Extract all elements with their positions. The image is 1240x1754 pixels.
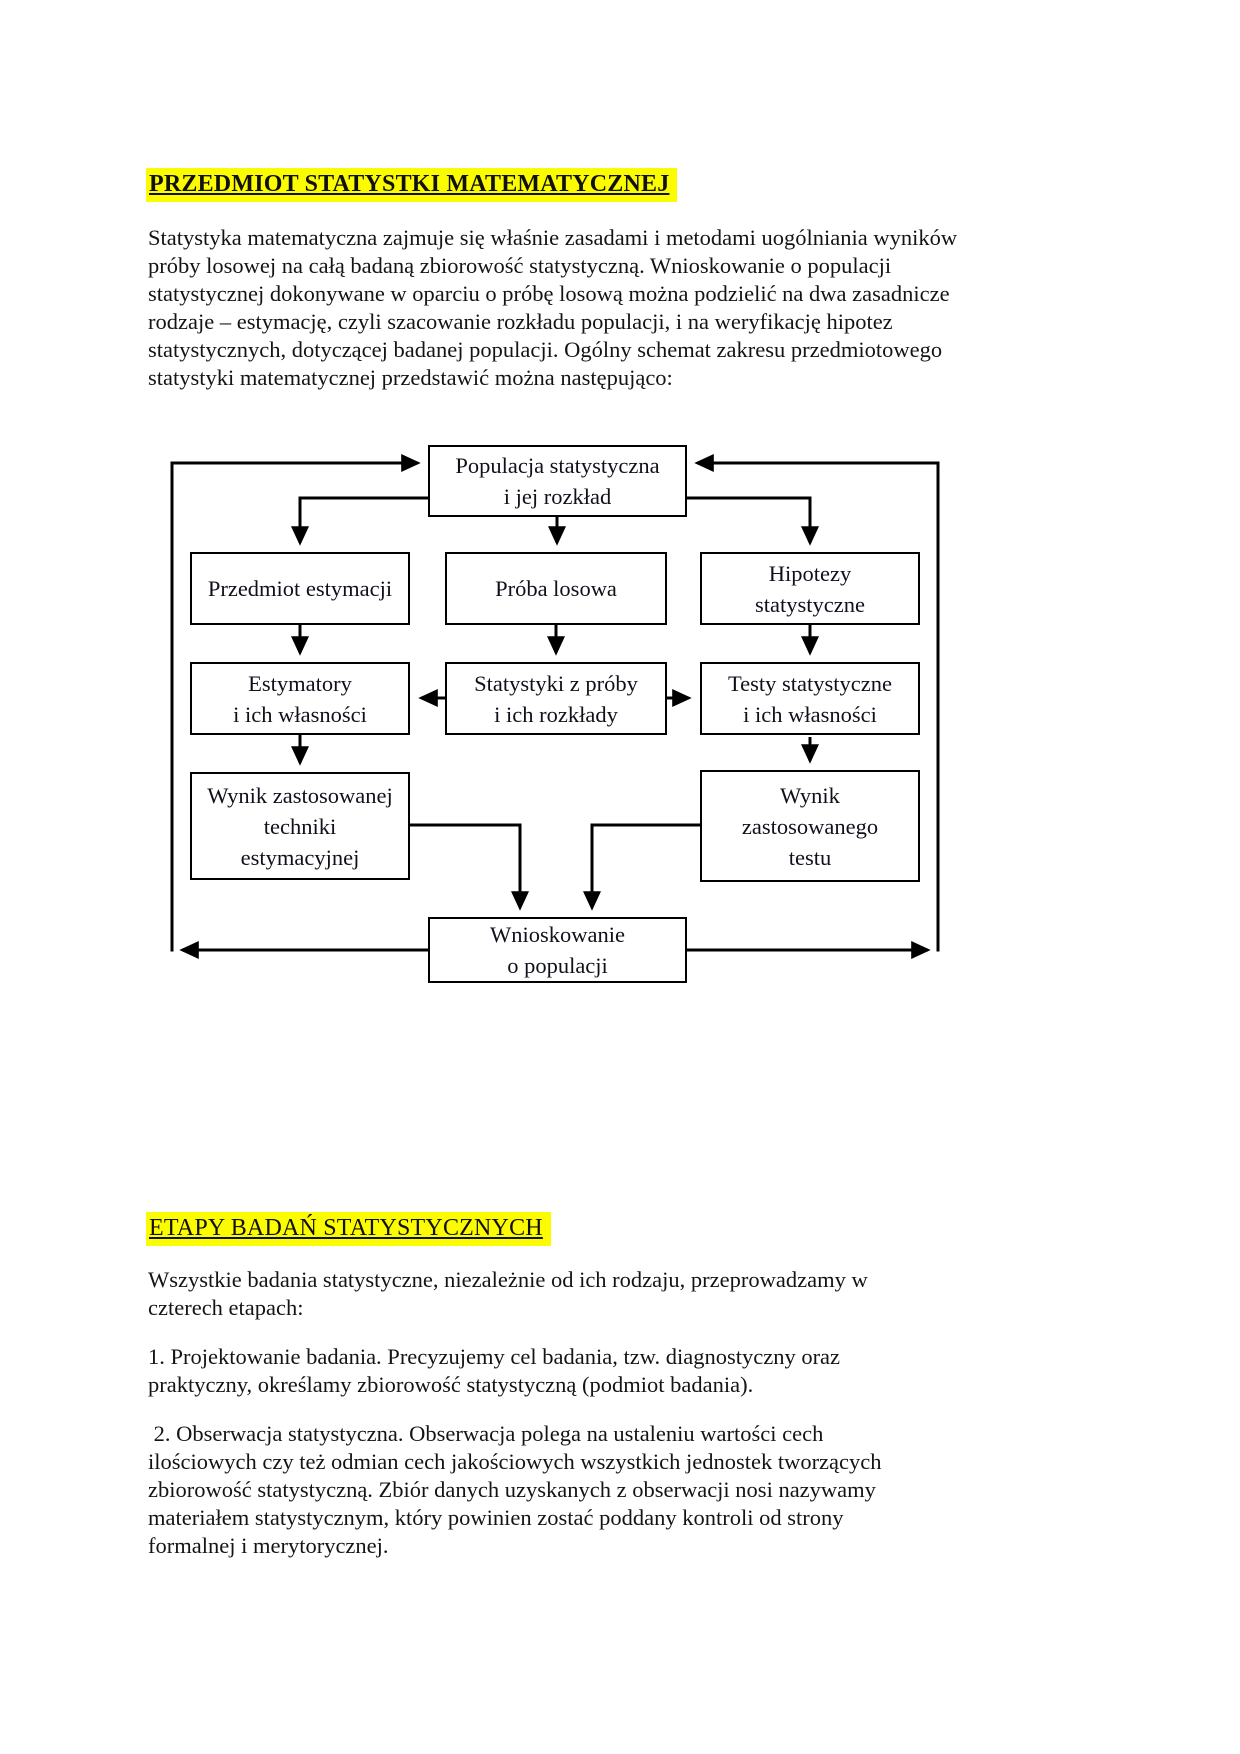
diagram-node-przedmiot-estymacji xyxy=(190,552,410,625)
node-label-line: Wynik xyxy=(780,782,840,808)
text-line: praktyczny, określamy zbiorowość statystyczną (podmiot badania). xyxy=(148,1372,754,1397)
node-label-line: i ich rozkłady xyxy=(494,701,618,727)
node-label-line: techniki xyxy=(263,813,337,839)
section2-heading: ETAPY BADAŃ STATYSTYCZNYCH xyxy=(146,1212,551,1246)
section2-item2 xyxy=(148,1420,882,1560)
text-line: 2. Obserwacja statystyczna. Obserwacja polega na ustaleniu wartości cech xyxy=(148,1421,824,1446)
diagram-node-wnioskowanie xyxy=(428,917,687,983)
node-label-line: estymacyjnej xyxy=(240,844,360,870)
diagram-node-estymatory xyxy=(190,662,410,735)
node-label-line: Wnioskowanie xyxy=(490,922,625,947)
section2-item1 xyxy=(148,1343,840,1399)
diagram-node-testy-statystyczne xyxy=(700,662,920,735)
node-label-line: zastosowanego xyxy=(741,813,879,839)
text-line: ilościowych czy też odmian cech jakościowych wszystkich jednostek tworzących xyxy=(148,1449,882,1474)
text-line: statystycznej dokonywane w oparciu o próbę losową można podzielić na dwa zasadnicze xyxy=(148,281,950,306)
section2-intro xyxy=(148,1266,868,1322)
text-line: Wszystkie badania statystyczne, niezależnie od ich rodzaju, przeprowadzamy w xyxy=(148,1267,868,1292)
diagram-node-statystyki-z-proby xyxy=(445,662,667,735)
diagram-node-populacja xyxy=(428,445,687,517)
text-line: Statystyka matematyczna zajmuje się właśnie zasadami i metodami uogólniania wyników xyxy=(148,225,958,250)
node-label-line: i ich własności xyxy=(233,701,367,727)
node-label-line: i jej rozkład xyxy=(503,484,612,509)
node-label-line: testu xyxy=(788,844,832,870)
node-label-line: o populacji xyxy=(507,953,608,978)
text-line: materiałem statystycznym, który powinien zostać poddany kontroli od strony xyxy=(148,1505,844,1530)
text-line: 1. Projektowanie badania. Precyzujemy cel badania, tzw. diagnostyczny oraz xyxy=(148,1344,841,1369)
text-line: statystycznych, dotyczącej badanej populacji. Ogólny schemat zakresu przedmiotowego xyxy=(148,337,943,362)
node-label-line: Testy statystyczne xyxy=(727,670,892,696)
node-label-line: statystyczne xyxy=(755,591,865,617)
diagram-node-wynik-estymacji xyxy=(190,772,410,880)
text-line: próby losowej na całą badaną zbiorowość statystyczną. Wnioskowanie o populacji xyxy=(148,253,892,278)
section1-heading: PRZEDMIOT STATYSTKI MATEMATYCZNEJ xyxy=(146,168,677,202)
node-label-line: Estymatory xyxy=(248,670,352,696)
node-label-line: Próba losowa xyxy=(495,576,617,601)
node-label-line: Populacja statystyczna xyxy=(455,453,660,478)
node-label-line: Hipotezy xyxy=(768,560,852,586)
node-label-line: Przedmiot estymacji xyxy=(207,576,393,601)
text-line: czterech etapach: xyxy=(148,1295,304,1320)
diagram-node-wynik-testu xyxy=(700,770,920,882)
section1-paragraph xyxy=(148,224,957,392)
text-line: formalnej i merytorycznej. xyxy=(148,1533,389,1558)
node-label-line: Statystyki z próby xyxy=(474,670,638,696)
text-line: statystyki matematycznej przedstawić można następująco: xyxy=(148,365,673,390)
text-line: zbiorowość statystyczną. Zbiór danych uzyskanych z obserwacji nosi nazywamy xyxy=(148,1477,876,1502)
node-label-line: i ich własności xyxy=(743,701,877,727)
text-line: rodzaje – estymację, czyli szacowanie rozkładu populacji, i na weryfikację hipotez xyxy=(148,309,893,334)
diagram-node-hipotezy xyxy=(700,552,920,625)
diagram-node-proba-losowa xyxy=(445,552,667,625)
node-label-line: Wynik zastosowanej xyxy=(207,782,393,808)
